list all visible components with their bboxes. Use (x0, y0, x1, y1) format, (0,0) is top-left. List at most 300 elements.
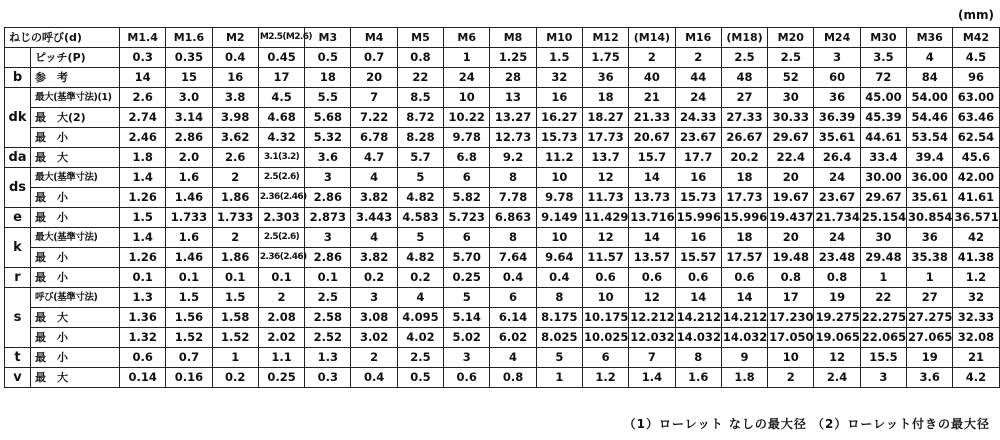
table-cell: 21 (953, 348, 999, 368)
size-header: M1.6 (166, 28, 212, 48)
table-cell: 20 (351, 68, 397, 88)
table-cell: 1.8 (721, 368, 767, 388)
row-sub-label: 最大(基準寸法)(1) (31, 88, 120, 108)
row-sub-label: 最 小 (31, 188, 120, 208)
table-row (5, 168, 1000, 188)
table-cell: 2.02 (258, 328, 304, 348)
table-cell: 19.67 (768, 188, 814, 208)
table-cell: 7 (351, 88, 397, 108)
table-cell: 8 (675, 348, 721, 368)
table-cell: 5 (397, 228, 443, 248)
size-header: M36 (907, 28, 953, 48)
table-cell: 0.6 (120, 348, 166, 368)
table-cell: 32 (536, 68, 582, 88)
table-cell: 2.58 (305, 308, 351, 328)
table-cell: 5.723 (444, 208, 490, 228)
table-cell: 2.08 (258, 308, 304, 328)
table-cell: 25.154 (860, 208, 906, 228)
table-cell: 17 (258, 68, 304, 88)
table-cell: 29.67 (860, 188, 906, 208)
table-cell: 2 (212, 168, 258, 188)
table-cell: 1.4 (120, 168, 166, 188)
table-cell: 23.67 (814, 188, 860, 208)
table-cell: 30 (768, 88, 814, 108)
table-cell: 10.22 (444, 108, 490, 128)
table-row (5, 48, 1000, 68)
size-header: M10 (536, 28, 582, 48)
table-cell: 6.8 (444, 148, 490, 168)
table-row (5, 308, 1000, 328)
row-sub-label: 最 小 (31, 248, 120, 268)
table-cell: 1.1 (258, 348, 304, 368)
table-cell: 36.39 (814, 108, 860, 128)
size-header: M2.5(M2.6) (258, 28, 304, 48)
table-cell: 42.00 (953, 168, 999, 188)
table-cell: 4.7 (351, 148, 397, 168)
table-cell: 36.00 (907, 168, 953, 188)
table-cell: 18 (721, 168, 767, 188)
table-cell: 17.73 (721, 188, 767, 208)
table-cell: 44 (675, 68, 721, 88)
table-cell: 3 (860, 368, 906, 388)
table-cell: 19.437 (768, 208, 814, 228)
row-group-label (5, 48, 31, 68)
table-cell: 10 (582, 288, 628, 308)
table-cell: 2.52 (305, 328, 351, 348)
table-cell: 16 (536, 88, 582, 108)
table-cell: 2.6 (212, 148, 258, 168)
size-header: M5 (397, 28, 443, 48)
row-group-label: t (5, 348, 31, 368)
table-cell: 5 (397, 168, 443, 188)
table-cell: 0.3 (120, 48, 166, 68)
table-cell: 1.6 (166, 228, 212, 248)
table-cell: 2.303 (258, 208, 304, 228)
row-sub-label: ピッチ(P) (31, 48, 120, 68)
table-cell: 0.8 (814, 268, 860, 288)
table-cell: 2 (212, 228, 258, 248)
table-cell: 3.6 (305, 148, 351, 168)
table-cell: 4.5 (258, 88, 304, 108)
table-cell: 14 (629, 168, 675, 188)
table-cell: 11.2 (536, 148, 582, 168)
table-cell: 16 (675, 228, 721, 248)
size-header: M16 (675, 28, 721, 48)
table-cell: 18.27 (582, 108, 628, 128)
table-cell: 48 (721, 68, 767, 88)
table-cell: 27 (907, 288, 953, 308)
table-cell: 3.443 (351, 208, 397, 228)
table-cell: 2.6 (120, 88, 166, 108)
table-cell: 4 (351, 228, 397, 248)
table-cell: 4 (907, 48, 953, 68)
table-cell: 0.8 (768, 268, 814, 288)
table-cell: 1.86 (212, 248, 258, 268)
table-cell: 13.27 (490, 108, 536, 128)
table-cell: 12.212 (629, 308, 675, 328)
table-cell: 1.46 (166, 188, 212, 208)
table-cell: 2.5(2.6) (258, 168, 304, 188)
table-cell: 4 (490, 348, 536, 368)
table-cell: 3.98 (212, 108, 258, 128)
table-cell: 0.4 (490, 268, 536, 288)
table-cell: 42 (953, 228, 999, 248)
table-cell: 15.5 (860, 348, 906, 368)
table-cell: 30.854 (907, 208, 953, 228)
table-cell: 5.82 (444, 188, 490, 208)
row-sub-label: 最 小 (31, 208, 120, 228)
table-cell: 16 (675, 168, 721, 188)
table-cell: 22 (397, 68, 443, 88)
table-cell: 1.25 (490, 48, 536, 68)
table-cell: 1.56 (166, 308, 212, 328)
table-cell: 41.38 (953, 248, 999, 268)
row-sub-label: 最 小 (31, 348, 120, 368)
table-cell: 1.8 (120, 148, 166, 168)
table-cell: 27 (721, 88, 767, 108)
table-cell: 1.4 (629, 368, 675, 388)
table-cell: 0.25 (444, 268, 490, 288)
table-cell: 27.33 (721, 108, 767, 128)
row-group-label: k (5, 228, 31, 268)
table-cell: 9.78 (536, 188, 582, 208)
table-cell: 10 (768, 348, 814, 368)
table-cell: 1.46 (166, 248, 212, 268)
footnote: （1）ローレット なしの最大径 （2）ローレット付きの最大径 (623, 417, 990, 431)
table-cell: 29.48 (860, 248, 906, 268)
row-sub-label: 最大(基準寸法) (31, 168, 120, 188)
table-cell: 13.73 (629, 188, 675, 208)
table-cell: 44.61 (860, 128, 906, 148)
table-cell: 2.5(2.6) (258, 228, 304, 248)
table-cell: 1.5 (166, 288, 212, 308)
table-cell: 2.5 (721, 48, 767, 68)
table-row (5, 228, 1000, 248)
table-cell: 0.7 (351, 48, 397, 68)
table-cell: 63.46 (953, 108, 999, 128)
table-cell: 6 (582, 348, 628, 368)
table-cell: 19.065 (814, 328, 860, 348)
table-cell: 1.75 (582, 48, 628, 68)
table-cell: 5.68 (305, 108, 351, 128)
screw-dimension-table (4, 27, 1000, 388)
table-cell: 20 (768, 228, 814, 248)
table-cell: 22.065 (860, 328, 906, 348)
table-cell: 8.28 (397, 128, 443, 148)
table-cell: 5.70 (444, 248, 490, 268)
table-cell: 18 (305, 68, 351, 88)
table-cell: 0.25 (258, 368, 304, 388)
table-cell: 1.2 (582, 368, 628, 388)
table-cell: 4.32 (258, 128, 304, 148)
table-cell: 1.5 (120, 208, 166, 228)
table-cell: 35.38 (907, 248, 953, 268)
table-cell: 40 (629, 68, 675, 88)
table-cell: 9.149 (536, 208, 582, 228)
table-cell: 16 (212, 68, 258, 88)
table-cell: 1.6 (166, 168, 212, 188)
table-cell: 22 (860, 288, 906, 308)
table-cell: 2.86 (305, 188, 351, 208)
table-cell: 3.0 (166, 88, 212, 108)
table-cell: 53.54 (907, 128, 953, 148)
table-cell: 20 (768, 168, 814, 188)
table-cell: 6.02 (490, 328, 536, 348)
table-cell: 27.275 (907, 308, 953, 328)
table-cell: 3.14 (166, 108, 212, 128)
row-sub-label: 最 小 (31, 128, 120, 148)
table-cell: 7.78 (490, 188, 536, 208)
table-cell: 2.36(2.46) (258, 248, 304, 268)
table-cell: 1.58 (212, 308, 258, 328)
table-cell: 23.48 (814, 248, 860, 268)
table-cell: 1.32 (120, 328, 166, 348)
table-cell: 2 (258, 288, 304, 308)
table-cell: 0.2 (397, 268, 443, 288)
table-cell: 36.571 (953, 208, 999, 228)
table-cell: 0.7 (166, 348, 212, 368)
table-cell: 8.025 (536, 328, 582, 348)
table-cell: 3.6 (907, 368, 953, 388)
table-cell: 12 (629, 288, 675, 308)
table-cell: 4.82 (397, 248, 443, 268)
table-cell: 0.4 (536, 268, 582, 288)
row-sub-label: 参 考 (31, 68, 120, 88)
table-cell: 4 (351, 168, 397, 188)
table-cell: 2 (351, 348, 397, 368)
table-cell: 0.5 (305, 48, 351, 68)
table-cell: 2.36(2.46) (258, 188, 304, 208)
table-row (5, 188, 1000, 208)
table-cell: 1.3 (305, 348, 351, 368)
table-cell: 8.72 (397, 108, 443, 128)
table-cell: 33.4 (860, 148, 906, 168)
table-cell: 3 (351, 288, 397, 308)
table-cell: 1 (444, 48, 490, 68)
header-row (5, 28, 1000, 48)
table-cell: 28 (490, 68, 536, 88)
table-cell: 0.3 (305, 368, 351, 388)
table-cell: 30 (860, 228, 906, 248)
table-cell: 1 (907, 268, 953, 288)
table-cell: 16.27 (536, 108, 582, 128)
table-cell: 6 (444, 168, 490, 188)
table-cell: 39.4 (907, 148, 953, 168)
size-header: M3 (305, 28, 351, 48)
table-cell: 12 (582, 168, 628, 188)
table-cell: 0.5 (397, 368, 443, 388)
table-cell: 11.429 (582, 208, 628, 228)
table-cell: 9.2 (490, 148, 536, 168)
table-cell: 60 (814, 68, 860, 88)
table-cell: 2.74 (120, 108, 166, 128)
table-cell: 23.67 (675, 128, 721, 148)
table-cell: 1 (860, 268, 906, 288)
table-cell: 32 (953, 288, 999, 308)
table-cell: 15.57 (675, 248, 721, 268)
table-cell: 4 (397, 288, 443, 308)
table-cell: 3 (305, 228, 351, 248)
table-cell: 8.175 (536, 308, 582, 328)
table-cell: 54.46 (907, 108, 953, 128)
table-row (5, 88, 1000, 108)
table-row (5, 328, 1000, 348)
table-cell: 3.8 (212, 88, 258, 108)
table-cell: 11.57 (582, 248, 628, 268)
table-cell: 1.26 (120, 248, 166, 268)
row-group-label: r (5, 268, 31, 288)
row-group-label: e (5, 208, 31, 228)
table-row (5, 268, 1000, 288)
table-cell: 14.212 (675, 308, 721, 328)
table-cell: 19 (814, 288, 860, 308)
table-cell: 1.86 (212, 188, 258, 208)
size-header: M42 (953, 28, 999, 48)
table-cell: 35.61 (907, 188, 953, 208)
table-cell: 36 (907, 228, 953, 248)
table-cell: 19.275 (814, 308, 860, 328)
table-cell: 4.583 (397, 208, 443, 228)
table-cell: 45.39 (860, 108, 906, 128)
row-group-label: dk (5, 88, 31, 148)
table-cell: 3.08 (351, 308, 397, 328)
table-cell: 4.02 (397, 328, 443, 348)
table-cell: 17.230 (768, 308, 814, 328)
table-cell: 1.3 (120, 288, 166, 308)
table-cell: 17.050 (768, 328, 814, 348)
table-cell: 0.6 (582, 268, 628, 288)
table-cell: 1.6 (675, 368, 721, 388)
table-cell: 14.212 (721, 308, 767, 328)
table-cell: 2 (629, 48, 675, 68)
table-cell: 13 (490, 88, 536, 108)
table-cell: 12 (814, 348, 860, 368)
table-cell: 13.7 (582, 148, 628, 168)
table-cell: 0.6 (444, 368, 490, 388)
table-cell: 2.873 (305, 208, 351, 228)
table-cell: 10.025 (582, 328, 628, 348)
table-cell: 5.02 (444, 328, 490, 348)
table-cell: 0.1 (166, 268, 212, 288)
table-cell: 96 (953, 68, 999, 88)
table-cell: 7.22 (351, 108, 397, 128)
row-sub-label: 最大(基準寸法) (31, 228, 120, 248)
table-cell: 0.1 (120, 268, 166, 288)
table-cell: 0.1 (305, 268, 351, 288)
table-row (5, 248, 1000, 268)
table-cell: 3 (305, 168, 351, 188)
table-cell: 3.62 (212, 128, 258, 148)
table-cell: 2.46 (120, 128, 166, 148)
table-cell: 0.45 (258, 48, 304, 68)
table-cell: 36 (814, 88, 860, 108)
header-label: ねじの呼び(d) (5, 28, 120, 48)
table-cell: 12.73 (490, 128, 536, 148)
unit-label: (mm) (958, 8, 994, 22)
table-cell: 18 (582, 88, 628, 108)
table-cell: 5 (444, 288, 490, 308)
size-header: M1.4 (120, 28, 166, 48)
table-cell: 8 (536, 288, 582, 308)
table-cell: 2.5 (397, 348, 443, 368)
table-cell: 14 (675, 288, 721, 308)
table-cell: 30.00 (860, 168, 906, 188)
table-cell: 18 (721, 228, 767, 248)
table-cell: 1.733 (212, 208, 258, 228)
table-cell: 0.2 (351, 268, 397, 288)
table-row (5, 348, 1000, 368)
table-cell: 26.4 (814, 148, 860, 168)
table-cell: 10 (536, 228, 582, 248)
table-cell: 0.1 (212, 268, 258, 288)
table-cell: 24 (675, 88, 721, 108)
table-cell: 1.5 (212, 288, 258, 308)
table-cell: 4.095 (397, 308, 443, 328)
table-cell: 14.032 (721, 328, 767, 348)
table-cell: 26.67 (721, 128, 767, 148)
table-cell: 10 (536, 168, 582, 188)
table-cell: 5.7 (397, 148, 443, 168)
table-cell: 45.6 (953, 148, 999, 168)
row-sub-label: 呼び(基準寸法) (31, 288, 120, 308)
table-cell: 3.82 (351, 188, 397, 208)
table-cell: 15.73 (536, 128, 582, 148)
table-cell: 0.1 (258, 268, 304, 288)
table-cell: 11.73 (582, 188, 628, 208)
table-cell: 0.2 (212, 368, 258, 388)
table-cell: 12.032 (629, 328, 675, 348)
size-header: (M14) (629, 28, 675, 48)
table-cell: 4.2 (953, 368, 999, 388)
table-cell: 7 (629, 348, 675, 368)
table-cell: 1.2 (953, 268, 999, 288)
table-cell: 5 (536, 348, 582, 368)
table-cell: 24 (814, 168, 860, 188)
table-cell: 14 (629, 228, 675, 248)
table-cell: 17.57 (721, 248, 767, 268)
size-header: M24 (814, 28, 860, 48)
table-cell: 0.35 (166, 48, 212, 68)
table-row (5, 208, 1000, 228)
table-cell: 0.14 (120, 368, 166, 388)
table-cell: 1.26 (120, 188, 166, 208)
table-cell: 3 (814, 48, 860, 68)
table-cell: 14.032 (675, 328, 721, 348)
table-cell: 17 (768, 288, 814, 308)
table-cell: 13.716 (629, 208, 675, 228)
table-cell: 2 (675, 48, 721, 68)
row-group-label: ds (5, 168, 31, 208)
table-row (5, 148, 1000, 168)
table-cell: 10 (444, 88, 490, 108)
table-cell: 3.5 (860, 48, 906, 68)
table-row (5, 108, 1000, 128)
table-cell: 12 (582, 228, 628, 248)
table-cell: 0.16 (166, 368, 212, 388)
row-sub-label: 最 小 (31, 268, 120, 288)
table-cell: 8 (490, 228, 536, 248)
table-cell: 15.996 (675, 208, 721, 228)
row-sub-label: 最 小 (31, 328, 120, 348)
table-cell: 0.8 (490, 368, 536, 388)
table-cell: 17.73 (582, 128, 628, 148)
table-cell: 1 (212, 348, 258, 368)
table-cell: 27.065 (907, 328, 953, 348)
table-cell: 54.00 (907, 88, 953, 108)
table-cell: 2.0 (166, 148, 212, 168)
table-cell: 14 (120, 68, 166, 88)
row-group-label: s (5, 288, 31, 348)
